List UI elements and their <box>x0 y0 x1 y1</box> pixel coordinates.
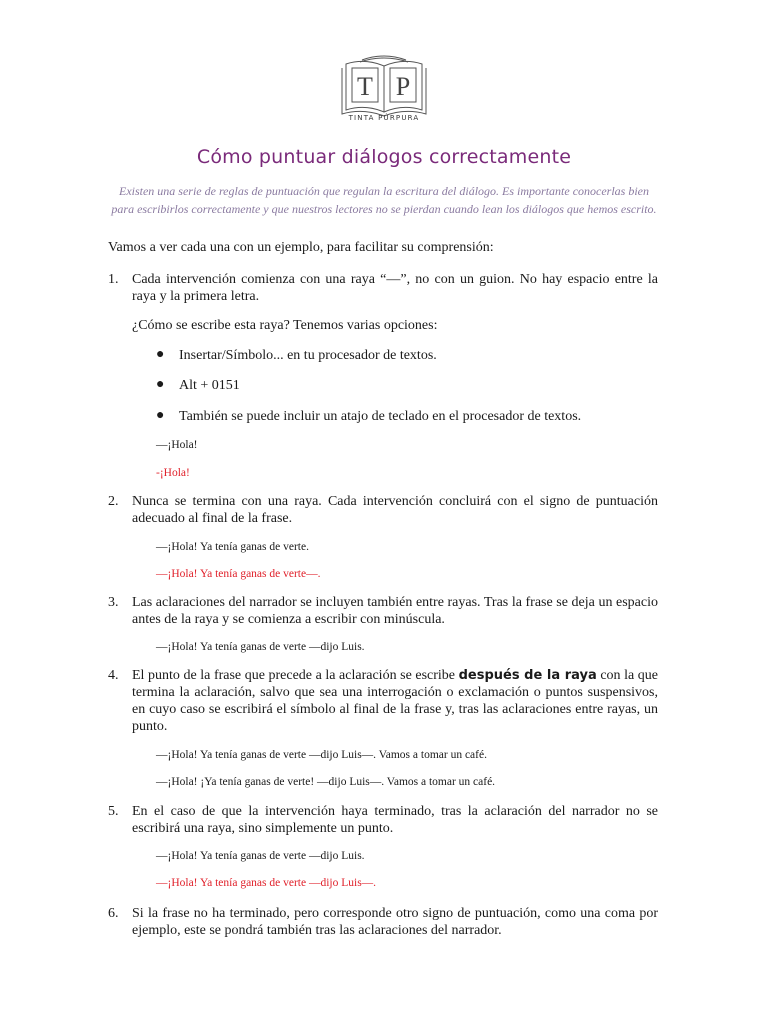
bullet-icon: ● <box>156 377 165 392</box>
intro-paragraph: Existen una serie de reglas de puntuación que regulan la escritura del diálogo. Es importante conocerlas bien para escribirlos correctamente y que nuestros lectores no se pierdan cuando lean los diálogos que hemos escrito. <box>111 184 657 216</box>
emphasis-text: después de la raya <box>458 668 597 683</box>
item-text: Si la frase no ha terminado, pero corresponde otro signo de puntuación, como una coma por ejemplo, este se pondrá también tras las aclaraciones del narrador. <box>132 906 658 938</box>
rule-item-4 <box>108 667 658 735</box>
page-title: Cómo puntuar diálogos correctamente <box>196 146 572 168</box>
bullet-icon: ● <box>156 347 165 362</box>
item-text: Nunca se termina con una raya. Cada intervención concluirá con el signo de puntuación adecuado al final de la frase. <box>132 494 658 526</box>
item-number: 5. <box>108 804 119 819</box>
item-number: 1. <box>108 272 119 287</box>
item-number: 3. <box>108 595 119 610</box>
correct-example: —¡Hola! Ya tenía ganas de verte —dijo Luis. <box>156 850 365 862</box>
item-text: El punto de la frase que precede a la aclaración se escribe después de la raya con la que termina la aclaración, salvo que sea una interrogación o exclamación o puntos suspensivos, en cuyo caso se escribirá el símbolo al final de la frase y, tras las aclaraciones entre rayas, un punto. <box>132 668 659 734</box>
lead-sentence: Vamos a ver cada una con un ejemplo, para facilitar su comprensión: <box>108 240 494 255</box>
rule-item-3 <box>108 594 658 628</box>
correct-example: —¡Hola! Ya tenía ganas de verte —dijo Luis. <box>156 641 365 653</box>
bullet-icon: ● <box>156 408 165 423</box>
options-question: ¿Cómo se escribe esta raya? Tenemos varias opciones: <box>132 318 438 333</box>
correct-example: —¡Hola! Ya tenía ganas de verte. <box>156 541 309 553</box>
incorrect-example: —¡Hola! Ya tenía ganas de verte —dijo Luis—. <box>156 877 377 889</box>
example: —¡Hola! Ya tenía ganas de verte —dijo Luis—. Vamos a tomar un café. <box>156 749 487 761</box>
brand-name: TINTA PÚRPURA <box>348 114 420 122</box>
incorrect-example: -¡Hola! <box>156 467 190 479</box>
bullet-item: ● Insertar/Símbolo... en tu procesador de textos. <box>156 347 437 363</box>
rule-item-1 <box>108 271 658 305</box>
item-text: En el caso de que la intervención haya terminado, tras la aclaración del narrador no se escribirá una raya, sino simplemente un punto. <box>132 804 658 836</box>
rule-item-5 <box>108 803 658 837</box>
item-number: 4. <box>108 668 119 683</box>
item-text: Las aclaraciones del narrador se incluyen también entre rayas. Tras la frase se deja un espacio antes de la raya y se comienza a escribir con minúscula. <box>132 595 658 627</box>
bullet-item: ● Alt + 0151 <box>156 377 240 393</box>
logo-letter-t: T <box>357 72 373 101</box>
correct-example: —¡Hola! <box>156 439 198 451</box>
item-text: Cada intervención comienza con una raya “—”, no con un guion. No hay espacio entre la raya y la primera letra. <box>132 272 658 304</box>
bullet-item: ● También se puede incluir un atajo de teclado en el procesador de textos. <box>156 408 582 424</box>
item-number: 6. <box>108 906 119 921</box>
rule-item-2 <box>108 493 658 527</box>
item-number: 2. <box>108 494 119 509</box>
logo-letter-p: P <box>395 72 411 101</box>
rule-item-6 <box>108 905 658 939</box>
incorrect-example: —¡Hola! Ya tenía ganas de verte—. <box>156 568 321 580</box>
example: —¡Hola! ¡Ya tenía ganas de verte! —dijo Luis—. Vamos a tomar un café. <box>156 776 496 788</box>
